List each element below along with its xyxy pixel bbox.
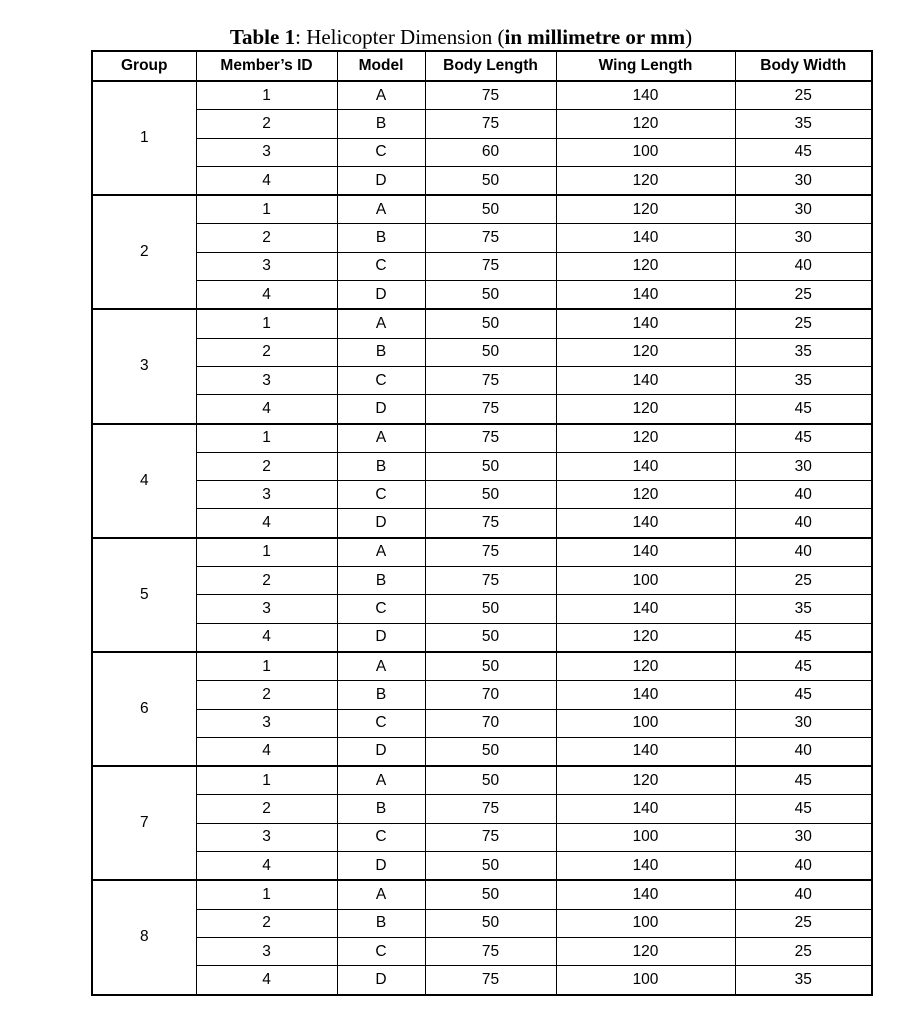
wing-length-cell: 140 [556, 366, 735, 394]
wing-length-cell: 120 [556, 195, 735, 224]
body-length-cell: 50 [425, 481, 556, 509]
table-row [92, 623, 872, 652]
wing-length-cell: 140 [556, 852, 735, 881]
model-cell: A [337, 538, 425, 567]
body-width-cell: 40 [735, 852, 872, 881]
member-id-cell: 3 [196, 595, 337, 623]
model-cell: B [337, 795, 425, 823]
model-cell: B [337, 338, 425, 366]
table-row [92, 224, 872, 252]
body-width-cell: 25 [735, 309, 872, 338]
table-row [92, 395, 872, 424]
table-row [92, 595, 872, 623]
model-cell: D [337, 623, 425, 652]
model-cell: C [337, 709, 425, 737]
model-cell: D [337, 852, 425, 881]
body-width-cell: 30 [735, 224, 872, 252]
body-length-cell: 75 [425, 567, 556, 595]
wing-length-cell: 120 [556, 481, 735, 509]
body-width-cell: 25 [735, 909, 872, 937]
body-length-cell: 75 [425, 81, 556, 110]
caption-text: Helicopter Dimension [306, 25, 493, 49]
header-model: Model [337, 51, 425, 81]
body-width-cell: 25 [735, 937, 872, 965]
member-id-cell: 2 [196, 110, 337, 138]
model-cell: B [337, 909, 425, 937]
body-length-cell: 50 [425, 281, 556, 310]
member-id-cell: 2 [196, 567, 337, 595]
wing-length-cell: 120 [556, 338, 735, 366]
body-length-cell: 75 [425, 509, 556, 538]
group-cell: 1 [92, 81, 196, 195]
body-length-cell: 50 [425, 309, 556, 338]
wing-length-cell: 120 [556, 766, 735, 795]
wing-length-cell: 140 [556, 224, 735, 252]
model-cell: C [337, 138, 425, 166]
wing-length-cell: 140 [556, 509, 735, 538]
caption-unit: in millimetre or mm [504, 25, 686, 49]
caption-colon: : [295, 25, 307, 49]
table-row [92, 138, 872, 166]
body-width-cell: 45 [735, 681, 872, 709]
body-width-cell: 40 [735, 737, 872, 766]
body-width-cell: 25 [735, 81, 872, 110]
model-cell: B [337, 110, 425, 138]
wing-length-cell: 120 [556, 110, 735, 138]
wing-length-cell: 140 [556, 81, 735, 110]
table-row [92, 452, 872, 480]
header-group: Group [92, 51, 196, 81]
wing-length-cell: 120 [556, 166, 735, 195]
body-length-cell: 75 [425, 937, 556, 965]
wing-length-cell: 140 [556, 595, 735, 623]
model-cell: C [337, 481, 425, 509]
body-width-cell: 30 [735, 709, 872, 737]
body-length-cell: 50 [425, 338, 556, 366]
wing-length-cell: 100 [556, 138, 735, 166]
member-id-cell: 2 [196, 681, 337, 709]
header-member-id: Member’s ID [196, 51, 337, 81]
body-width-cell: 45 [735, 766, 872, 795]
table-row [92, 966, 872, 995]
body-width-cell: 35 [735, 366, 872, 394]
body-width-cell: 45 [735, 623, 872, 652]
body-length-cell: 75 [425, 252, 556, 280]
model-cell: A [337, 309, 425, 338]
model-cell: B [337, 567, 425, 595]
body-length-cell: 60 [425, 138, 556, 166]
model-cell: A [337, 880, 425, 909]
member-id-cell: 4 [196, 509, 337, 538]
wing-length-cell: 120 [556, 424, 735, 453]
body-length-cell: 75 [425, 366, 556, 394]
member-id-cell: 3 [196, 252, 337, 280]
body-length-cell: 50 [425, 595, 556, 623]
wing-length-cell: 120 [556, 937, 735, 965]
model-cell: D [337, 166, 425, 195]
wing-length-cell: 120 [556, 623, 735, 652]
body-length-cell: 50 [425, 880, 556, 909]
model-cell: B [337, 452, 425, 480]
member-id-cell: 4 [196, 623, 337, 652]
wing-length-cell: 120 [556, 252, 735, 280]
header-wing-length: Wing Length [556, 51, 735, 81]
body-length-cell: 75 [425, 224, 556, 252]
member-id-cell: 3 [196, 366, 337, 394]
member-id-cell: 2 [196, 452, 337, 480]
body-length-cell: 50 [425, 452, 556, 480]
body-width-cell: 40 [735, 252, 872, 280]
table-row [92, 823, 872, 851]
group-cell: 6 [92, 652, 196, 766]
group-cell: 5 [92, 538, 196, 652]
table-row [92, 166, 872, 195]
header-body-length: Body Length [425, 51, 556, 81]
member-id-cell: 4 [196, 281, 337, 310]
member-id-cell: 4 [196, 852, 337, 881]
model-cell: C [337, 595, 425, 623]
body-width-cell: 45 [735, 138, 872, 166]
body-width-cell: 25 [735, 567, 872, 595]
caption-label: Table 1 [229, 25, 296, 49]
header-row [92, 51, 872, 81]
model-cell: B [337, 224, 425, 252]
body-length-cell: 75 [425, 538, 556, 567]
member-id-cell: 1 [196, 880, 337, 909]
table-row [92, 195, 872, 224]
body-length-cell: 50 [425, 766, 556, 795]
model-cell: B [337, 681, 425, 709]
body-width-cell: 25 [735, 281, 872, 310]
body-width-cell: 40 [735, 880, 872, 909]
table-caption [0, 24, 922, 50]
model-cell: C [337, 252, 425, 280]
wing-length-cell: 100 [556, 909, 735, 937]
table-row [92, 709, 872, 737]
member-id-cell: 3 [196, 823, 337, 851]
table-body [92, 81, 872, 995]
member-id-cell: 4 [196, 395, 337, 424]
model-cell: D [337, 395, 425, 424]
table-row [92, 481, 872, 509]
member-id-cell: 3 [196, 138, 337, 166]
member-id-cell: 2 [196, 338, 337, 366]
body-length-cell: 75 [425, 823, 556, 851]
body-width-cell: 35 [735, 338, 872, 366]
member-id-cell: 2 [196, 795, 337, 823]
wing-length-cell: 140 [556, 309, 735, 338]
body-length-cell: 50 [425, 909, 556, 937]
member-id-cell: 3 [196, 937, 337, 965]
table-row [92, 795, 872, 823]
wing-length-cell: 140 [556, 737, 735, 766]
table-row [92, 909, 872, 937]
body-width-cell: 30 [735, 166, 872, 195]
body-width-cell: 40 [735, 481, 872, 509]
body-length-cell: 75 [425, 110, 556, 138]
model-cell: D [337, 737, 425, 766]
member-id-cell: 3 [196, 709, 337, 737]
member-id-cell: 2 [196, 224, 337, 252]
member-id-cell: 4 [196, 966, 337, 995]
model-cell: A [337, 81, 425, 110]
wing-length-cell: 120 [556, 652, 735, 681]
table-row [92, 110, 872, 138]
body-width-cell: 45 [735, 795, 872, 823]
member-id-cell: 1 [196, 538, 337, 567]
body-length-cell: 50 [425, 737, 556, 766]
member-id-cell: 1 [196, 424, 337, 453]
group-cell: 7 [92, 766, 196, 880]
member-id-cell: 1 [196, 652, 337, 681]
member-id-cell: 1 [196, 195, 337, 224]
caption-paren-close: ) [685, 25, 693, 49]
model-cell: A [337, 652, 425, 681]
body-length-cell: 75 [425, 395, 556, 424]
helicopter-dimension-table [91, 50, 873, 996]
table-row [92, 424, 872, 453]
table-row [92, 567, 872, 595]
member-id-cell: 1 [196, 309, 337, 338]
table-row [92, 937, 872, 965]
wing-length-cell: 140 [556, 880, 735, 909]
body-length-cell: 75 [425, 966, 556, 995]
table-row [92, 281, 872, 310]
table-row [92, 366, 872, 394]
body-width-cell: 30 [735, 452, 872, 480]
table-row [92, 81, 872, 110]
model-cell: C [337, 366, 425, 394]
table-row [92, 338, 872, 366]
body-width-cell: 30 [735, 195, 872, 224]
body-length-cell: 70 [425, 709, 556, 737]
body-length-cell: 50 [425, 623, 556, 652]
member-id-cell: 4 [196, 737, 337, 766]
table-row [92, 309, 872, 338]
model-cell: C [337, 937, 425, 965]
body-length-cell: 50 [425, 852, 556, 881]
group-cell: 4 [92, 424, 196, 538]
model-cell: C [337, 823, 425, 851]
body-length-cell: 75 [425, 795, 556, 823]
wing-length-cell: 140 [556, 538, 735, 567]
body-width-cell: 45 [735, 424, 872, 453]
wing-length-cell: 100 [556, 966, 735, 995]
member-id-cell: 1 [196, 81, 337, 110]
table-row [92, 652, 872, 681]
body-length-cell: 50 [425, 166, 556, 195]
member-id-cell: 2 [196, 909, 337, 937]
header-body-width: Body Width [735, 51, 872, 81]
member-id-cell: 4 [196, 166, 337, 195]
model-cell: D [337, 281, 425, 310]
wing-length-cell: 140 [556, 452, 735, 480]
member-id-cell: 3 [196, 481, 337, 509]
body-length-cell: 70 [425, 681, 556, 709]
model-cell: D [337, 509, 425, 538]
caption-paren-open: ( [497, 25, 505, 49]
table-row [92, 681, 872, 709]
group-cell: 8 [92, 880, 196, 994]
wing-length-cell: 140 [556, 281, 735, 310]
wing-length-cell: 100 [556, 567, 735, 595]
body-width-cell: 40 [735, 509, 872, 538]
model-cell: A [337, 766, 425, 795]
body-width-cell: 40 [735, 538, 872, 567]
member-id-cell: 1 [196, 766, 337, 795]
table-row [92, 880, 872, 909]
body-length-cell: 75 [425, 424, 556, 453]
body-width-cell: 30 [735, 823, 872, 851]
wing-length-cell: 100 [556, 823, 735, 851]
wing-length-cell: 140 [556, 681, 735, 709]
table-row [92, 766, 872, 795]
body-width-cell: 35 [735, 595, 872, 623]
table-row [92, 538, 872, 567]
body-width-cell: 35 [735, 110, 872, 138]
body-length-cell: 50 [425, 195, 556, 224]
table-row [92, 737, 872, 766]
body-width-cell: 45 [735, 652, 872, 681]
wing-length-cell: 140 [556, 795, 735, 823]
group-cell: 3 [92, 309, 196, 423]
wing-length-cell: 100 [556, 709, 735, 737]
group-cell: 2 [92, 195, 196, 309]
table-row [92, 252, 872, 280]
body-length-cell: 50 [425, 652, 556, 681]
body-width-cell: 45 [735, 395, 872, 424]
model-cell: A [337, 195, 425, 224]
body-width-cell: 35 [735, 966, 872, 995]
wing-length-cell: 120 [556, 395, 735, 424]
model-cell: D [337, 966, 425, 995]
table-row [92, 509, 872, 538]
table-row [92, 852, 872, 881]
model-cell: A [337, 424, 425, 453]
